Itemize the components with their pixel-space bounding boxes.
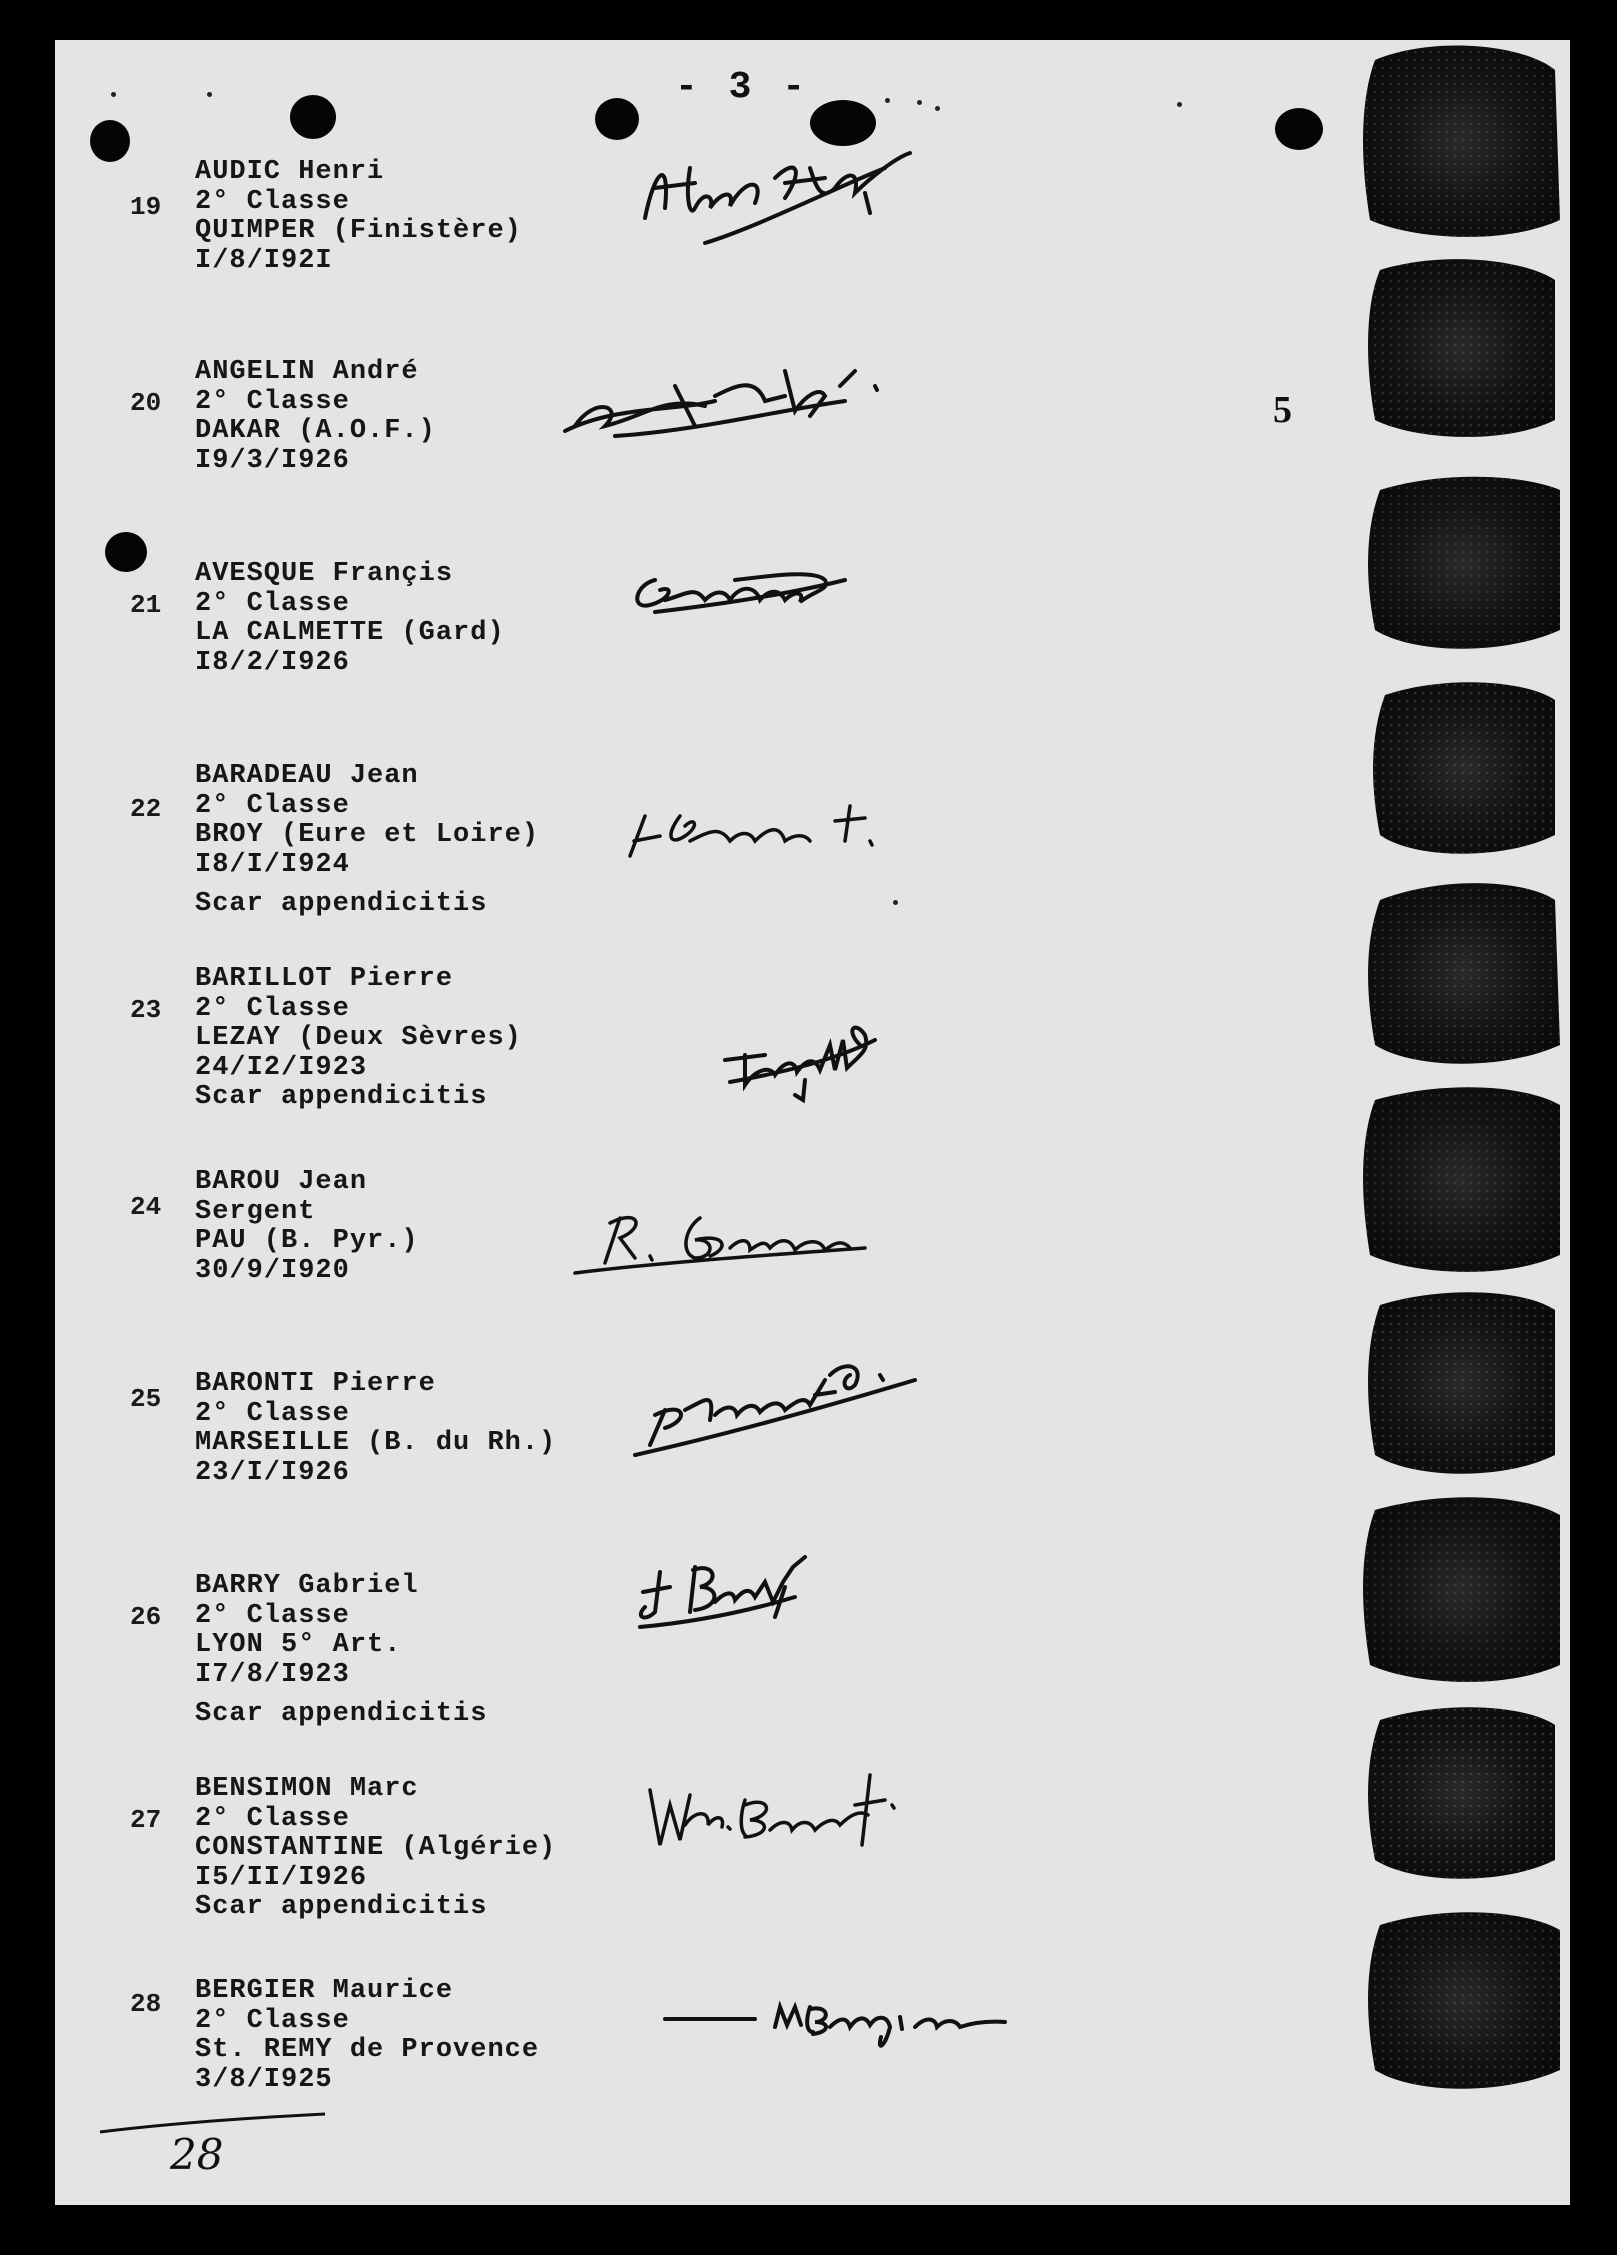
signature (620, 796, 900, 881)
entry-date: I5/II/I926 (195, 1862, 368, 1893)
entry-rank: 2° Classe (195, 588, 350, 619)
entry-name: ANGELIN André (195, 357, 419, 387)
punch-hole (290, 95, 336, 139)
entry-number: 28 (130, 1989, 162, 2019)
entry-name: AUDIC Henri (195, 157, 385, 187)
handwritten-total: 28 (170, 2130, 224, 2179)
entry-rank: 2° Classe (195, 790, 350, 821)
entry-rank: 2° Classe (195, 186, 350, 217)
entry-number: 21 (130, 590, 162, 620)
entry-place: DAKAR (A.O.F.) (195, 416, 436, 446)
document-page (55, 40, 1570, 2205)
entry-date: 24/I2/I923 (195, 1052, 368, 1083)
entry-date: 3/8/I925 (195, 2064, 333, 2095)
page-number: - 3 - (675, 66, 810, 109)
entry-rank: 2° Classe (195, 1398, 350, 1429)
fingerprint-column (1355, 40, 1570, 2205)
fingerprint (1355, 1075, 1570, 1280)
signature (615, 1977, 1035, 2062)
entry-number: 27 (130, 1805, 162, 1835)
entry-number: 23 (130, 995, 162, 1025)
punch-hole (810, 100, 876, 146)
speck (207, 92, 212, 97)
signature (615, 1542, 855, 1657)
fingerprint (1355, 460, 1570, 665)
punch-hole (595, 98, 639, 140)
fingerprint (1355, 870, 1570, 1075)
entry-note: Scar appendicitis (195, 1699, 488, 1729)
entry-place: LA CALMETTE (Gard) (195, 618, 505, 648)
punch-hole (105, 532, 147, 572)
speck (885, 98, 890, 103)
entry-place: LYON 5° Art. (195, 1630, 402, 1660)
fingerprint (1355, 1895, 1570, 2100)
entry-number: 22 (130, 794, 162, 824)
signature (615, 550, 875, 635)
entry-number: 19 (130, 192, 162, 222)
entry-number: 26 (130, 1602, 162, 1632)
entry-note: Scar appendicitis (195, 1082, 488, 1112)
entry-date: 23/I/I926 (195, 1457, 350, 1488)
entry-place: QUIMPER (Finistère) (195, 216, 522, 246)
speck (917, 100, 922, 105)
side-number: 5 (1273, 389, 1292, 431)
entry-note: Scar appendicitis (195, 889, 488, 919)
entry-date: I9/3/I926 (195, 445, 350, 476)
entry-date: I/8/I92I (195, 245, 333, 276)
entry-place: LEZAY (Deux Sèvres) (195, 1023, 522, 1053)
entry-note: Scar appendicitis (195, 1892, 488, 1922)
speck (893, 900, 898, 905)
signature (615, 1340, 935, 1475)
speck (111, 92, 116, 97)
entry-rank: 2° Classe (195, 2005, 350, 2036)
entry-date: I7/8/I923 (195, 1659, 350, 1690)
entry-name: BENSIMON Marc (195, 1774, 419, 1804)
entry-name: AVESQUE Françis (195, 559, 454, 589)
entry-name: BERGIER Maurice (195, 1976, 454, 2006)
signature (630, 1755, 910, 1870)
entry-number: 20 (130, 388, 162, 418)
entry-date: I8/I/I924 (195, 849, 350, 880)
entry-name: BAROU Jean (195, 1167, 368, 1197)
signature (635, 148, 935, 263)
signature (555, 356, 895, 461)
entry-place: MARSEILLE (B. du Rh.) (195, 1428, 557, 1458)
entry-rank: 2° Classe (195, 993, 350, 1024)
punch-hole (90, 120, 130, 162)
entry-number: 24 (130, 1192, 162, 1222)
entry-rank: Sergent (195, 1196, 316, 1227)
entry-place: St. REMY de Provence (195, 2035, 540, 2065)
entry-place: PAU (B. Pyr.) (195, 1226, 419, 1256)
entry-name: BARRY Gabriel (195, 1571, 419, 1601)
fingerprint (1355, 1485, 1570, 1690)
entry-name: BARILLOT Pierre (195, 964, 454, 994)
entry-number: 25 (130, 1384, 162, 1414)
entry-place: BROY (Eure et Loire) (195, 820, 540, 850)
entry-date: 30/9/I920 (195, 1255, 350, 1286)
fingerprint (1355, 1280, 1570, 1485)
entry-place: CONSTANTINE (Algérie) (195, 1833, 557, 1863)
punch-hole (1275, 108, 1323, 150)
speck (935, 106, 940, 111)
entry-name: BARADEAU Jean (195, 761, 419, 791)
entry-rank: 2° Classe (195, 386, 350, 417)
fingerprint (1355, 40, 1570, 245)
entry-date: I8/2/I926 (195, 647, 350, 678)
speck (1177, 102, 1182, 107)
signature (565, 1198, 885, 1293)
entry-name: BARONTI Pierre (195, 1369, 436, 1399)
entry-rank: 2° Classe (195, 1803, 350, 1834)
fingerprint (1355, 1690, 1570, 1895)
fingerprint (1355, 665, 1570, 870)
signature (685, 1010, 905, 1125)
entry-rank: 2° Classe (195, 1600, 350, 1631)
fingerprint (1355, 245, 1570, 450)
